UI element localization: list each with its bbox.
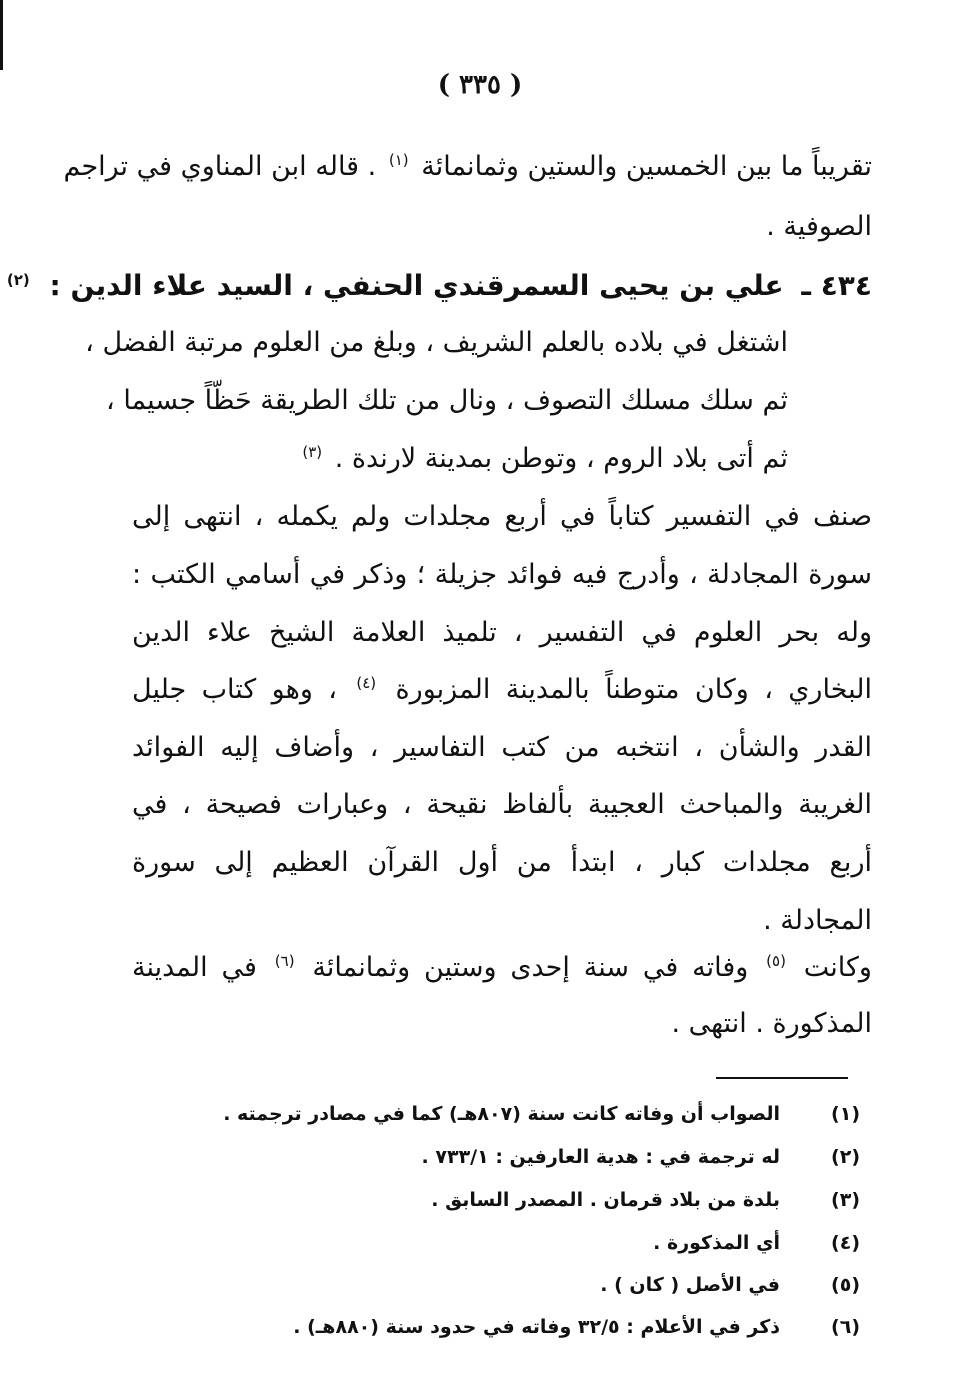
entry-heading [3, 266, 872, 306]
para3-line-2: المذكورة . انتهى . [671, 1008, 872, 1039]
footnote-2-text: له ترجمة في : هدية العارفين : ٧٣٣/١ . [421, 1146, 780, 1168]
intro-line-2: الصوفية . [766, 211, 872, 242]
para2-line-4-text-a: البخاري ، وكان متوطناً بالمدينة المزبورة [395, 674, 872, 705]
footnote-2-number: (٢) [831, 1146, 860, 1168]
intro-line-1 [63, 147, 872, 187]
footnote-ref-1[interactable]: (١) [388, 151, 409, 169]
footnote-separator [716, 1077, 848, 1079]
page-edge-line [0, 0, 3, 70]
para2-line-5: القدر والشأن ، انتخبه من كتب التفاسير ، وأضاف إليه الفوائد [132, 732, 872, 763]
para3-line-1 [132, 948, 872, 988]
footnote-1 [223, 1097, 860, 1131]
para1-line-3 [298, 439, 788, 479]
para2-line-1: صنف في التفسير كتاباً في أربع مجلدات ولم يكمله ، انتهى إلى [132, 501, 872, 532]
footnote-ref-5[interactable]: (٥) [766, 952, 786, 970]
para1-line-1: اشتغل في بلاده بالعلم الشريف ، وبلغ من العلوم مرتبة الفضل ، [85, 327, 788, 358]
entry-title: علي بن يحيى السمرقندي الحنفي ، السيد علاء الدين : [49, 269, 784, 302]
footnote-4-number: (٤) [831, 1232, 860, 1254]
para2-line-4-text-b: ، وهو كتاب جليل [132, 674, 337, 705]
footnote-ref-4[interactable]: (٤) [356, 674, 377, 692]
footnote-4 [653, 1226, 860, 1260]
para2-line-8: المجادلة . [763, 905, 872, 936]
footnote-6-text: ذكر في الأعلام : ٣٢/٥ وفاته في حدود سنة (٨٨٠هـ) . [293, 1316, 780, 1338]
footnote-5-text: في الأصل ( كان ) . [600, 1274, 780, 1296]
para2-line-7: أربع مجلدات كبار ، ابتدأ من أول القرآن العظيم إلى سورة [132, 847, 872, 878]
footnote-ref-2[interactable]: (٢) [6, 270, 30, 289]
entry-number: ٤٣٤ ـ [801, 269, 872, 302]
para2-line-4 [132, 670, 872, 710]
footnote-1-text: الصواب أن وفاته كانت سنة (٨٠٧هـ) كما في مصادر ترجمته . [223, 1103, 780, 1125]
footnote-6-number: (٦) [831, 1316, 860, 1338]
footnote-5-number: (٥) [831, 1274, 860, 1296]
footnote-6 [293, 1310, 860, 1344]
footnote-3-text: بلدة من بلاد قرمان . المصدر السابق . [431, 1189, 780, 1211]
footnote-3 [431, 1183, 860, 1217]
para3-line-1-text-b: وفاته في سنة إحدى وستين وثمانمائة [312, 952, 749, 983]
para2-line-3: وله بحر العلوم في التفسير ، تلميذ العلامة الشيخ علاء الدين [132, 617, 872, 648]
footnote-5 [600, 1268, 860, 1302]
footnote-2 [422, 1140, 860, 1174]
footnote-3-number: (٣) [831, 1189, 860, 1211]
para3-line-1-text-c: في المدينة [132, 952, 257, 983]
footnote-1-number: (١) [831, 1103, 860, 1125]
footnote-ref-3[interactable]: (٣) [302, 443, 323, 461]
para2-line-2: سورة المجادلة ، وأدرج فيه فوائد جزيلة ؛ وذكر في أسامي الكتب : [132, 559, 872, 590]
para1-line-3-text: ثم أتى بلاد الروم ، وتوطن بمدينة لارندة . [334, 443, 788, 474]
intro-line-1-text-b: . قاله ابن المناوي في تراجم [63, 151, 377, 182]
footnote-4-text: أي المذكورة . [653, 1232, 780, 1254]
intro-line-1-text-a: تقريباً ما بين الخمسين والستين وثمانمائة [421, 151, 872, 182]
footnote-ref-6[interactable]: (٦) [274, 952, 295, 970]
para3-line-1-text-a: وكانت [803, 952, 872, 983]
para2-line-6: الغريبة والمباحث العجيبة بألفاظ نقيحة ، وعبارات فصيحة ، في [132, 789, 872, 820]
para1-line-2: ثم سلك مسلك التصوف ، ونال من تلك الطريقة حَظّاً جسيما ، [106, 385, 788, 416]
page-number: ( ٣٣٥ ) [437, 70, 523, 100]
